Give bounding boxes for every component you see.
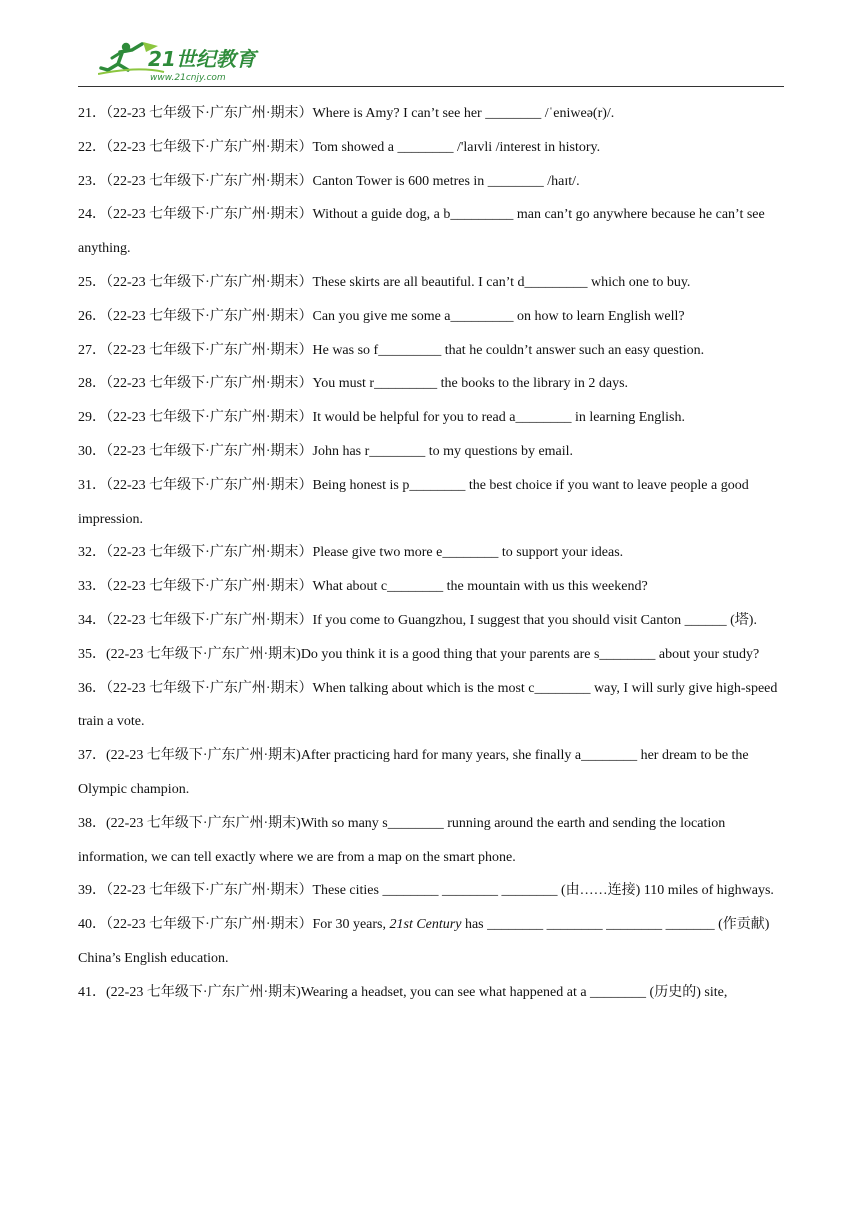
question-text: When talking about which is the most c________ way, I will surly give high-speed train a vote.: [78, 680, 778, 730]
question-number: 35．: [78, 646, 106, 662]
question-number: 29．: [78, 410, 106, 426]
question-text: Without a guide dog, a b_________ man can’t go anywhere because he can’t see anything.: [78, 207, 765, 257]
question-item: [78, 874, 790, 908]
question-item: [78, 367, 790, 401]
question-number: 37．: [78, 748, 106, 764]
question-source: (22-23 七年级下·广东广州·期末): [106, 984, 301, 1000]
question-number: 27．: [78, 342, 106, 358]
question-item: [78, 97, 790, 131]
question-item: [78, 908, 790, 976]
question-item: [78, 604, 790, 638]
question-number: 21．: [78, 106, 106, 121]
question-number: 40．: [78, 917, 106, 933]
question-text: If you come to Guangzhou, I suggest that you should visit Canton ______ (塔).: [312, 612, 757, 628]
question-number: 28．: [78, 376, 106, 392]
question-text: Wearing a headset, you can see what happened at a ________ (历史的) site,: [300, 984, 728, 1000]
question-source: (22-23 七年级下·广东广州·期末): [106, 646, 301, 662]
question-text: Do you think it is a good thing that your parents are s________ about your study?: [300, 646, 760, 662]
question-source: （22-23 七年级下·广东广州·期末）: [106, 917, 313, 933]
question-number: 23．: [78, 173, 106, 189]
question-item: [78, 198, 790, 266]
question-text: He was so f_________ that he couldn’t answer such an easy question.: [312, 342, 705, 358]
question-text: Can you give me some a_________ on how to learn English well?: [312, 308, 685, 324]
question-source: （22-23 七年级下·广东广州·期末）: [106, 342, 313, 358]
question-number: 36．: [78, 680, 106, 696]
question-number: 39．: [78, 883, 106, 899]
header-divider: [78, 86, 784, 87]
question-source: （22-23 七年级下·广东广州·期末）: [106, 139, 313, 155]
question-item: [78, 469, 790, 537]
question-number: 33．: [78, 579, 106, 595]
question-text: These skirts are all beautiful. I can’t d_________ which one to buy.: [312, 274, 691, 290]
question-text: You must r_________ the books to the library in 2 days.: [312, 376, 629, 392]
question-text: Tom showed a ________ /'laɪvli /interest in history.: [312, 139, 601, 155]
question-number: 41．: [78, 984, 106, 1000]
question-number: 22．: [78, 139, 106, 155]
question-item: [78, 165, 790, 199]
question-text: These cities ________ ________ ________ (由……连接) 110 miles of highways.: [312, 883, 774, 899]
question-source: （22-23 七年级下·广东广州·期末）: [106, 207, 313, 223]
question-number: 24．: [78, 207, 106, 223]
question-item: [78, 638, 790, 672]
question-text: It would be helpful for you to read a________ in learning English.: [312, 410, 685, 426]
question-number: 38．: [78, 815, 106, 831]
logo-url: www.21cnjy.com: [150, 73, 226, 83]
21cnjy-logo: [98, 40, 268, 84]
question-number: 31．: [78, 477, 106, 493]
question-source: （22-23 七年级下·广东广州·期末）: [106, 680, 313, 696]
question-item: [78, 739, 790, 807]
question-source: （22-23 七年级下·广东广州·期末）: [106, 883, 313, 899]
question-number: 30．: [78, 443, 106, 459]
question-text-italic: 21st Century: [389, 917, 462, 933]
question-item: [78, 976, 790, 1010]
question-source: （22-23 七年级下·广东广州·期末）: [106, 579, 313, 595]
question-number: 26．: [78, 308, 106, 324]
question-number: 34．: [78, 612, 106, 628]
question-item: [78, 334, 790, 368]
question-source: （22-23 七年级下·广东广州·期末）: [106, 410, 313, 426]
question-text: Where is Amy? I can’t see her ________ /ˈeniweə(r)/.: [312, 106, 615, 121]
question-item: [78, 266, 790, 300]
logo-text: 21世纪教育: [148, 47, 256, 71]
page-header: [78, 38, 784, 86]
question-text: What about c________ the mountain with us this weekend?: [312, 579, 648, 595]
question-number: 25．: [78, 274, 106, 290]
question-text: has ________ ________ ________ _______ (作贡献) China’s English education.: [78, 917, 770, 966]
question-source: (22-23 七年级下·广东广州·期末): [106, 748, 301, 764]
question-item: [78, 807, 790, 875]
question-text: With so many s________ running around the earth and sending the location information, we can tell exactly where we are from a map on the smart phone.: [78, 815, 726, 865]
question-text: Being honest is p________ the best choice if you want to leave people a good impression.: [78, 477, 749, 527]
question-text: For 30 years,: [312, 917, 390, 933]
question-source: （22-23 七年级下·广东广州·期末）: [106, 274, 313, 290]
question-source: （22-23 七年级下·广东广州·期末）: [106, 477, 313, 493]
question-item: [78, 131, 790, 165]
question-text: John has r________ to my questions by email.: [312, 443, 574, 459]
question-source: (22-23 七年级下·广东广州·期末): [106, 815, 301, 831]
question-text: Please give two more e________ to support your ideas.: [312, 545, 624, 561]
question-item: [78, 536, 790, 570]
question-item: [78, 435, 790, 469]
question-source: （22-23 七年级下·广东广州·期末）: [106, 545, 313, 561]
question-text: Canton Tower is 600 metres in ________ /haɪt/.: [312, 173, 580, 189]
question-source: （22-23 七年级下·广东广州·期末）: [106, 376, 313, 392]
question-source: （22-23 七年级下·广东广州·期末）: [106, 308, 313, 324]
question-text: After practicing hard for many years, she finally a________ her dream to be the Olympic champion.: [78, 748, 749, 797]
question-item: [78, 300, 790, 334]
question-item: [78, 672, 790, 740]
question-source: （22-23 七年级下·广东广州·期末）: [106, 612, 313, 628]
question-item: [78, 401, 790, 435]
question-number: 32．: [78, 545, 106, 561]
question-source: （22-23 七年级下·广东广州·期末）: [106, 106, 313, 121]
question-list: [78, 97, 790, 1010]
question-source: （22-23 七年级下·广东广州·期末）: [106, 173, 313, 189]
question-item: [78, 570, 790, 604]
question-source: （22-23 七年级下·广东广州·期末）: [106, 443, 313, 459]
